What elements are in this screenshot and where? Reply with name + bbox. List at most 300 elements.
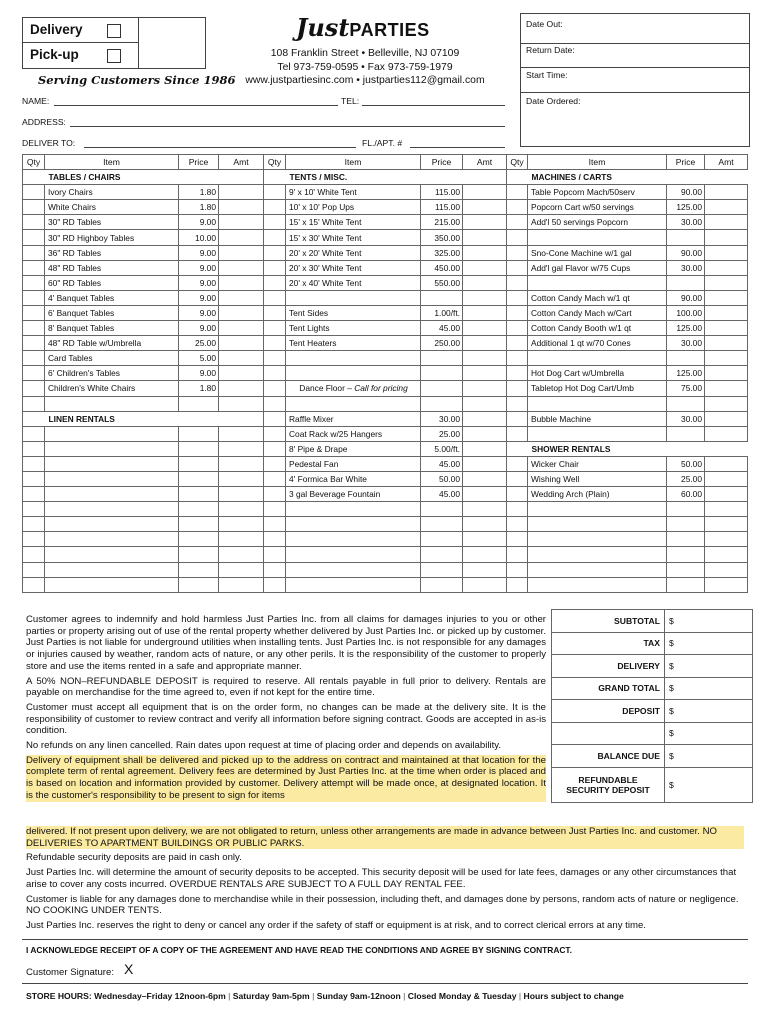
company-logo bbox=[296, 13, 430, 42]
qty-cell[interactable] bbox=[507, 366, 528, 381]
totals-value[interactable]: $ bbox=[665, 700, 753, 723]
item-header: Item bbox=[45, 155, 179, 170]
qty-cell[interactable] bbox=[23, 336, 45, 351]
amt-cell[interactable] bbox=[219, 502, 264, 517]
amt-cell[interactable] bbox=[463, 396, 507, 411]
fl-apt-input[interactable] bbox=[410, 147, 505, 148]
qty-cell[interactable] bbox=[507, 351, 528, 366]
qty-cell[interactable] bbox=[507, 562, 528, 577]
qty-cell[interactable] bbox=[23, 305, 45, 320]
hours-item: Hours subject to change bbox=[523, 991, 624, 1001]
amt-cell[interactable] bbox=[463, 351, 507, 366]
item-name: 3 gal Beverage Fountain bbox=[286, 487, 421, 502]
amt-cell[interactable] bbox=[219, 441, 264, 456]
terms-delivery-a: Delivery of equipment shall be delivered and picked up to the address on contract and maintained at that location for the complete term of rental agreement. Delivery fees are determined by Just Parties Inc. at the time when order is placed and is based on location and information provided by customer. Delivery attempt will be made once, at designated location. It is the customer's responsibility to be present to sign for items bbox=[26, 754, 546, 801]
section-title: SHOWER RENTALS bbox=[528, 441, 748, 456]
qty-cell[interactable] bbox=[507, 411, 528, 426]
qty-cell[interactable] bbox=[23, 200, 45, 215]
item-price bbox=[667, 577, 705, 592]
amt-cell[interactable] bbox=[463, 441, 507, 456]
qty-cell[interactable] bbox=[507, 275, 528, 290]
item-name: 6' Banquet Tables bbox=[45, 305, 179, 320]
terms-liability: Customer is liable for any damages done to merchandise while in their possession, including theft, and damages done by persons, random acts of nature or negligence. NO COOKING UNDER TENTS. bbox=[26, 893, 739, 917]
item-name bbox=[528, 351, 667, 366]
amt-header: Amt bbox=[705, 155, 748, 170]
table-row bbox=[507, 215, 748, 230]
item-name bbox=[45, 471, 179, 486]
qty-cell[interactable] bbox=[23, 185, 45, 200]
qty-cell[interactable] bbox=[264, 426, 286, 441]
amt-cell[interactable] bbox=[705, 305, 748, 320]
table-row bbox=[264, 230, 507, 245]
amt-cell[interactable] bbox=[463, 517, 507, 532]
amt-cell[interactable] bbox=[705, 290, 748, 305]
qty-cell[interactable] bbox=[23, 230, 45, 245]
table-row bbox=[264, 321, 507, 336]
qty-cell[interactable] bbox=[264, 230, 286, 245]
item-header: Item bbox=[286, 155, 421, 170]
hours-separator: | bbox=[309, 991, 317, 1001]
qty-cell[interactable] bbox=[507, 215, 528, 230]
table-row bbox=[264, 532, 507, 547]
signature-mark: X bbox=[124, 961, 134, 977]
qty-cell[interactable] bbox=[264, 321, 286, 336]
qty-cell[interactable] bbox=[507, 426, 528, 441]
qty-header: Qty bbox=[23, 155, 45, 170]
qty-cell[interactable] bbox=[264, 366, 286, 381]
amt-cell[interactable] bbox=[705, 471, 748, 486]
qty-cell[interactable] bbox=[507, 260, 528, 275]
item-price bbox=[667, 230, 705, 245]
qty-cell[interactable] bbox=[23, 260, 45, 275]
table-row bbox=[264, 471, 507, 486]
item-price: 325.00 bbox=[421, 245, 463, 260]
qty-cell[interactable] bbox=[23, 517, 45, 532]
qty-cell[interactable] bbox=[264, 185, 286, 200]
qty-cell[interactable] bbox=[507, 230, 528, 245]
qty-cell[interactable] bbox=[507, 336, 528, 351]
totals-row bbox=[552, 767, 753, 802]
item-price: 1.00/ft. bbox=[421, 305, 463, 320]
item-name: Cotton Candy Mach w/1 qt bbox=[528, 290, 667, 305]
delivery-checkbox[interactable] bbox=[107, 24, 121, 38]
qty-cell[interactable] bbox=[507, 456, 528, 471]
terms-deposit: A 50% NON–REFUNDABLE DEPOSIT is required to reserve. All rentals payable in full prior to delivery. Rentals are payable on merchandise for the time agreed to, even if not kept for the entire time. bbox=[26, 675, 546, 699]
tagline: Serving Customers Since 1986 bbox=[38, 73, 236, 87]
amt-cell[interactable] bbox=[463, 456, 507, 471]
item-name bbox=[528, 547, 667, 562]
item-name: 4' Banquet Tables bbox=[45, 290, 179, 305]
amt-cell[interactable] bbox=[463, 547, 507, 562]
item-name: Tent Heaters bbox=[286, 336, 421, 351]
qty-cell[interactable] bbox=[23, 381, 45, 396]
amt-cell[interactable] bbox=[705, 532, 748, 547]
item-price: 215.00 bbox=[421, 215, 463, 230]
qty-cell[interactable] bbox=[507, 321, 528, 336]
item-price bbox=[421, 562, 463, 577]
totals-value[interactable]: $ bbox=[665, 745, 753, 768]
amt-cell[interactable] bbox=[705, 366, 748, 381]
qty-cell[interactable] bbox=[264, 502, 286, 517]
qty-cell[interactable] bbox=[264, 411, 286, 426]
item-price: 45.00 bbox=[421, 487, 463, 502]
qty-cell[interactable] bbox=[507, 441, 528, 456]
amt-cell[interactable] bbox=[463, 336, 507, 351]
item-name bbox=[286, 502, 421, 517]
address-input[interactable] bbox=[70, 126, 505, 127]
item-price: 90.00 bbox=[667, 245, 705, 260]
qty-cell[interactable] bbox=[23, 471, 45, 486]
amt-cell[interactable] bbox=[219, 275, 264, 290]
table-header-row bbox=[23, 155, 264, 170]
qty-cell[interactable] bbox=[23, 487, 45, 502]
qty-cell[interactable] bbox=[23, 170, 45, 185]
amt-cell[interactable] bbox=[705, 185, 748, 200]
amt-cell[interactable] bbox=[705, 517, 748, 532]
amt-cell[interactable] bbox=[463, 245, 507, 260]
qty-cell[interactable] bbox=[264, 170, 286, 185]
return-date-field[interactable]: Return Date: bbox=[526, 45, 575, 55]
amt-cell[interactable] bbox=[463, 185, 507, 200]
table-row bbox=[264, 260, 507, 275]
item-price bbox=[421, 517, 463, 532]
amt-cell[interactable] bbox=[219, 562, 264, 577]
item-name: Add'l gal Flavor w/75 Cups bbox=[528, 260, 667, 275]
amt-cell[interactable] bbox=[463, 305, 507, 320]
qty-cell[interactable] bbox=[507, 547, 528, 562]
amt-cell[interactable] bbox=[705, 200, 748, 215]
qty-cell[interactable] bbox=[23, 245, 45, 260]
qty-cell[interactable] bbox=[264, 547, 286, 562]
section-row bbox=[264, 170, 507, 185]
qty-cell[interactable] bbox=[264, 275, 286, 290]
item-name: White Chairs bbox=[45, 200, 179, 215]
table-row bbox=[23, 366, 264, 381]
amt-cell[interactable] bbox=[219, 230, 264, 245]
item-price: 550.00 bbox=[421, 275, 463, 290]
table-row bbox=[264, 381, 507, 396]
item-price bbox=[179, 471, 219, 486]
amt-cell[interactable] bbox=[219, 260, 264, 275]
acknowledge-text: I ACKNOWLEDGE RECEIPT OF A COPY OF THE AGREEMENT AND HAVE READ THE CONDITIONS AND AGREE BY SIGNING CONTRACT. bbox=[26, 945, 572, 955]
amt-cell[interactable] bbox=[705, 321, 748, 336]
item-name: Ivory Chairs bbox=[45, 185, 179, 200]
amt-cell[interactable] bbox=[219, 366, 264, 381]
totals-value[interactable]: $ bbox=[665, 632, 753, 655]
item-price: 250.00 bbox=[421, 336, 463, 351]
item-name: 60" RD Tables bbox=[45, 275, 179, 290]
table-row bbox=[264, 577, 507, 592]
qty-cell[interactable] bbox=[507, 532, 528, 547]
item-name: Bubble Machine bbox=[528, 411, 667, 426]
item-name: 10' x 10' Pop Ups bbox=[286, 200, 421, 215]
qty-cell[interactable] bbox=[23, 562, 45, 577]
amt-cell[interactable] bbox=[219, 290, 264, 305]
amt-cell[interactable] bbox=[463, 487, 507, 502]
qty-cell[interactable] bbox=[264, 260, 286, 275]
item-name: Table Popcorn Mach/50serv bbox=[528, 185, 667, 200]
amt-cell[interactable] bbox=[463, 366, 507, 381]
amt-cell[interactable] bbox=[463, 411, 507, 426]
item-price bbox=[667, 517, 705, 532]
item-price: 45.00 bbox=[421, 321, 463, 336]
item-price: 1.80 bbox=[179, 185, 219, 200]
amt-cell[interactable] bbox=[219, 200, 264, 215]
table-row bbox=[507, 275, 748, 290]
item-name: 9' x 10' White Tent bbox=[286, 185, 421, 200]
qty-cell[interactable] bbox=[507, 487, 528, 502]
item-price bbox=[179, 532, 219, 547]
totals-label: DEPOSIT bbox=[552, 700, 665, 723]
amt-cell[interactable] bbox=[705, 260, 748, 275]
table-row bbox=[23, 456, 264, 471]
item-price: 30.00 bbox=[667, 411, 705, 426]
date-ordered-field[interactable]: Date Ordered: bbox=[526, 96, 581, 106]
qty-cell[interactable] bbox=[23, 411, 45, 426]
qty-cell[interactable] bbox=[264, 562, 286, 577]
table-row bbox=[264, 305, 507, 320]
table-row bbox=[23, 487, 264, 502]
amt-cell[interactable] bbox=[219, 471, 264, 486]
item-price bbox=[421, 532, 463, 547]
amt-cell[interactable] bbox=[219, 351, 264, 366]
amt-cell[interactable] bbox=[705, 381, 748, 396]
hours-separator: | bbox=[400, 991, 408, 1001]
qty-cell[interactable] bbox=[264, 396, 286, 411]
item-name bbox=[45, 396, 179, 411]
qty-cell[interactable] bbox=[507, 170, 528, 185]
qty-cell[interactable] bbox=[264, 471, 286, 486]
item-name: Coat Rack w/25 Hangers bbox=[286, 426, 421, 441]
qty-cell[interactable] bbox=[264, 532, 286, 547]
amt-cell[interactable] bbox=[463, 562, 507, 577]
amt-cell[interactable] bbox=[705, 275, 748, 290]
amt-cell[interactable] bbox=[219, 321, 264, 336]
item-name: Card Tables bbox=[45, 351, 179, 366]
qty-cell[interactable] bbox=[264, 456, 286, 471]
store-hours-label: STORE HOURS: bbox=[26, 991, 95, 1001]
table-row bbox=[23, 547, 264, 562]
qty-cell[interactable] bbox=[507, 381, 528, 396]
name-input[interactable] bbox=[54, 105, 338, 106]
qty-cell[interactable] bbox=[23, 321, 45, 336]
amt-cell[interactable] bbox=[219, 577, 264, 592]
amt-cell[interactable] bbox=[705, 487, 748, 502]
amt-cell[interactable] bbox=[705, 230, 748, 245]
table-row bbox=[507, 426, 748, 441]
item-name bbox=[45, 532, 179, 547]
item-name bbox=[45, 441, 179, 456]
item-price bbox=[421, 381, 463, 396]
table-row bbox=[264, 456, 507, 471]
table-row bbox=[23, 275, 264, 290]
qty-cell[interactable] bbox=[264, 336, 286, 351]
amt-cell[interactable] bbox=[463, 230, 507, 245]
qty-cell[interactable] bbox=[507, 290, 528, 305]
item-name bbox=[45, 547, 179, 562]
qty-cell[interactable] bbox=[23, 275, 45, 290]
qty-cell[interactable] bbox=[264, 441, 286, 456]
amt-cell[interactable] bbox=[705, 215, 748, 230]
amt-cell[interactable] bbox=[705, 411, 748, 426]
qty-cell[interactable] bbox=[507, 396, 528, 411]
qty-cell[interactable] bbox=[264, 215, 286, 230]
item-name bbox=[528, 502, 667, 517]
totals-value[interactable]: $ bbox=[665, 767, 753, 802]
hours-item: Wednesday–Friday 12noon-6pm bbox=[94, 991, 226, 1001]
table-row bbox=[264, 200, 507, 215]
qty-cell[interactable] bbox=[507, 305, 528, 320]
amt-cell[interactable] bbox=[463, 275, 507, 290]
amt-cell[interactable] bbox=[463, 200, 507, 215]
qty-cell[interactable] bbox=[264, 487, 286, 502]
date-out-field[interactable]: Date Out: bbox=[526, 19, 563, 29]
qty-cell[interactable] bbox=[507, 245, 528, 260]
table-row bbox=[507, 185, 748, 200]
item-price bbox=[179, 547, 219, 562]
item-name: Wishing Well bbox=[528, 471, 667, 486]
qty-cell[interactable] bbox=[23, 426, 45, 441]
totals-value[interactable]: $ bbox=[665, 610, 753, 633]
qty-cell[interactable] bbox=[23, 456, 45, 471]
amt-cell[interactable] bbox=[463, 381, 507, 396]
amt-cell[interactable] bbox=[705, 351, 748, 366]
qty-cell[interactable] bbox=[23, 441, 45, 456]
table-row bbox=[23, 351, 264, 366]
item-price: 115.00 bbox=[421, 185, 463, 200]
amt-cell[interactable] bbox=[705, 577, 748, 592]
qty-cell[interactable] bbox=[264, 577, 286, 592]
qty-cell[interactable] bbox=[23, 577, 45, 592]
qty-cell[interactable] bbox=[507, 517, 528, 532]
item-price bbox=[667, 275, 705, 290]
totals-value[interactable]: $ bbox=[665, 722, 753, 745]
amt-cell[interactable] bbox=[705, 547, 748, 562]
qty-cell[interactable] bbox=[264, 517, 286, 532]
totals-value[interactable]: $ bbox=[665, 655, 753, 678]
terms-right-to-deny: Just Parties Inc. reserves the right to deny or cancel any order if the safety of staff or equipment is at risk, and to correct clerical errors at any time. bbox=[26, 919, 646, 931]
name-label: NAME: bbox=[22, 96, 50, 106]
item-price: 125.00 bbox=[667, 321, 705, 336]
qty-cell[interactable] bbox=[23, 532, 45, 547]
amt-cell[interactable] bbox=[705, 456, 748, 471]
tel-input[interactable] bbox=[362, 105, 505, 106]
amt-cell[interactable] bbox=[219, 426, 264, 441]
deliver-to-label: DELIVER TO: bbox=[22, 138, 76, 148]
amt-cell[interactable] bbox=[705, 502, 748, 517]
item-price bbox=[667, 547, 705, 562]
qty-cell[interactable] bbox=[507, 502, 528, 517]
totals-value[interactable]: $ bbox=[665, 677, 753, 700]
amt-cell[interactable] bbox=[219, 532, 264, 547]
totals-label: REFUNDABLE SECURITY DEPOSIT bbox=[552, 767, 665, 802]
amt-cell[interactable] bbox=[219, 215, 264, 230]
table-row bbox=[264, 275, 507, 290]
items-table-tables-linen bbox=[22, 154, 264, 593]
qty-cell[interactable] bbox=[264, 290, 286, 305]
amt-cell[interactable] bbox=[219, 336, 264, 351]
amt-cell[interactable] bbox=[463, 532, 507, 547]
amt-header: Amt bbox=[463, 155, 507, 170]
amt-cell[interactable] bbox=[463, 260, 507, 275]
amt-cell[interactable] bbox=[219, 487, 264, 502]
amt-cell[interactable] bbox=[705, 336, 748, 351]
table-row bbox=[23, 215, 264, 230]
totals-row bbox=[552, 632, 753, 655]
item-name: 15' x 15' White Tent bbox=[286, 215, 421, 230]
amt-cell[interactable] bbox=[219, 396, 264, 411]
qty-cell[interactable] bbox=[23, 502, 45, 517]
amt-cell[interactable] bbox=[705, 245, 748, 260]
amt-cell[interactable] bbox=[705, 396, 748, 411]
item-price: 9.00 bbox=[179, 366, 219, 381]
table-row bbox=[23, 230, 264, 245]
item-price bbox=[421, 547, 463, 562]
amt-cell[interactable] bbox=[219, 245, 264, 260]
amt-cell[interactable] bbox=[705, 562, 748, 577]
table-row bbox=[507, 411, 748, 426]
qty-cell[interactable] bbox=[507, 577, 528, 592]
qty-cell[interactable] bbox=[264, 351, 286, 366]
signature-input[interactable] bbox=[138, 977, 438, 978]
amt-cell[interactable] bbox=[219, 185, 264, 200]
qty-cell[interactable] bbox=[23, 396, 45, 411]
qty-cell[interactable] bbox=[264, 381, 286, 396]
qty-cell[interactable] bbox=[507, 185, 528, 200]
qty-cell[interactable] bbox=[507, 200, 528, 215]
qty-cell[interactable] bbox=[23, 366, 45, 381]
amt-cell[interactable] bbox=[463, 471, 507, 486]
amt-cell[interactable] bbox=[463, 426, 507, 441]
qty-cell[interactable] bbox=[264, 245, 286, 260]
table-row bbox=[507, 200, 748, 215]
amt-cell[interactable] bbox=[705, 426, 748, 441]
amt-cell[interactable] bbox=[463, 321, 507, 336]
qty-cell[interactable] bbox=[23, 351, 45, 366]
amt-cell[interactable] bbox=[219, 517, 264, 532]
amt-cell[interactable] bbox=[463, 215, 507, 230]
qty-cell[interactable] bbox=[264, 200, 286, 215]
date-divider-1 bbox=[520, 43, 749, 44]
item-name: Tent Lights bbox=[286, 321, 421, 336]
amt-cell[interactable] bbox=[219, 547, 264, 562]
item-name bbox=[286, 517, 421, 532]
qty-cell[interactable] bbox=[23, 290, 45, 305]
qty-cell[interactable] bbox=[23, 215, 45, 230]
terms-security-amount: Just Parties Inc. will determine the amount of security deposits to be accepted. This security deposit will be used for late fees, damages or any other circumstances that arise to cover any costs incurred. OVERDUE RENTALS ARE SUBJECT TO A FULL DAY RENTAL FEE. bbox=[26, 867, 737, 890]
amt-cell[interactable] bbox=[219, 381, 264, 396]
item-price: 9.00 bbox=[179, 305, 219, 320]
amt-cell[interactable] bbox=[219, 305, 264, 320]
delivery-pickup-vdivider bbox=[138, 17, 139, 68]
amt-cell[interactable] bbox=[463, 502, 507, 517]
table-row bbox=[23, 577, 264, 592]
deliver-to-input[interactable] bbox=[84, 147, 356, 148]
hours-separator: | bbox=[225, 991, 233, 1001]
qty-cell[interactable] bbox=[23, 547, 45, 562]
pickup-checkbox[interactable] bbox=[107, 49, 121, 63]
section-title: TENTS / MISC. bbox=[286, 170, 507, 185]
qty-cell[interactable] bbox=[507, 471, 528, 486]
amt-cell[interactable] bbox=[463, 577, 507, 592]
qty-cell[interactable] bbox=[264, 305, 286, 320]
amt-cell[interactable] bbox=[219, 456, 264, 471]
totals-label: SUBTOTAL bbox=[552, 610, 665, 633]
amt-cell[interactable] bbox=[463, 290, 507, 305]
hours-item: Saturday 9am-5pm bbox=[232, 991, 310, 1001]
item-note: Call for pricing bbox=[354, 383, 408, 394]
start-time-field[interactable]: Start Time: bbox=[526, 70, 568, 80]
